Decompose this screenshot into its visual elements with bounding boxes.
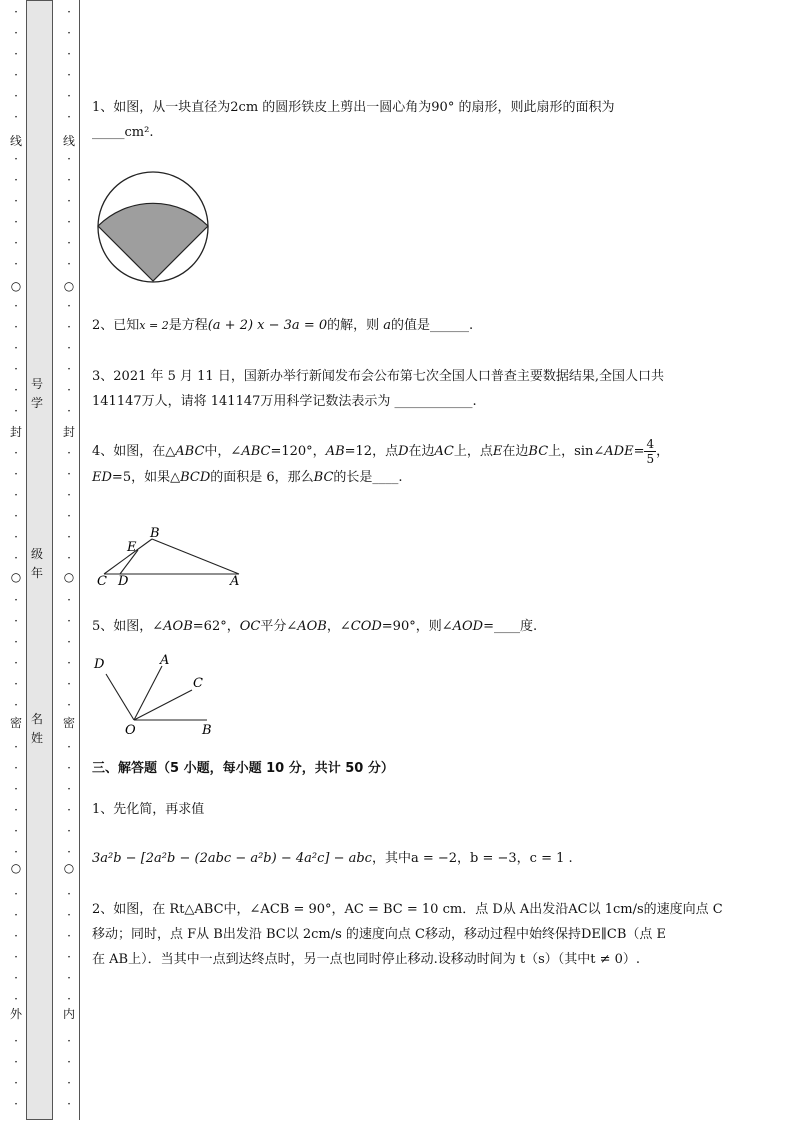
binding-dot: · (14, 971, 18, 985)
binding-dot: · (67, 782, 71, 796)
question-1-text: 1、如图，从一块直径为2cm 的圆形铁皮上剪出一圆心角为90° 的扇形，则此扇形的面积为 (92, 100, 615, 115)
label-o: O (125, 723, 136, 738)
q5-t1: 5、如图，∠ (92, 619, 164, 634)
inner-mark-xian: 线 (62, 134, 75, 148)
unit-text: cm². (124, 125, 154, 140)
binding-dot: · (67, 1055, 71, 1069)
q4-line-2 (92, 463, 752, 493)
binding-dot: · (67, 1034, 71, 1048)
q2-mid: 是方程 (168, 318, 208, 333)
binding-dot: · (14, 488, 18, 502)
q5-v1: AOB (163, 619, 193, 634)
q5-v2: OC (239, 619, 261, 634)
binding-dot: · (67, 950, 71, 964)
q5-v3: AOB (297, 619, 327, 634)
question-4 (92, 437, 752, 493)
binding-dot: · (14, 26, 18, 40)
binding-dot: · (14, 236, 18, 250)
label-a: A (160, 653, 170, 668)
binding-dot: · (67, 320, 71, 334)
binding-dot: · (67, 194, 71, 208)
binding-dot: · (67, 173, 71, 187)
binding-dot: · (14, 110, 18, 124)
binding-dot: · (14, 215, 18, 229)
problem-2 (92, 897, 752, 972)
inner-mark-mi: 密 (62, 716, 75, 730)
inner-mark-circle-1: ○ (63, 279, 75, 293)
binding-dot: · (67, 152, 71, 166)
q4-v3: AB (325, 444, 345, 459)
binding-dot: · (14, 173, 18, 187)
binding-dot: · (14, 698, 18, 712)
inner-mark-nei: 内 (62, 1007, 75, 1021)
q4-t3: =120°， (270, 444, 326, 459)
binding-dot: · (14, 761, 18, 775)
outer-mark-feng: 封 (9, 425, 22, 439)
q4-t11: =5，如果△ (111, 470, 181, 485)
binding-dot: · (14, 1076, 18, 1090)
problem-2-line-2: 移动；同时，点 F从 B出发沿 BC以 2cm/s 的速度向点 C移动，移动过程中始终保持DE∥CB（点 E (92, 927, 667, 942)
circle-sector-figure (96, 170, 210, 284)
binding-dot: · (14, 320, 18, 334)
binding-dot: · (14, 152, 18, 166)
problem-1-expression-line (92, 846, 752, 871)
section-3-title: 三、解答题（5 小题，每小题 10 分，共计 50 分） (92, 761, 394, 776)
binding-dot: · (67, 551, 71, 565)
binding-dot: · (67, 404, 71, 418)
binding-dot: · (67, 908, 71, 922)
question-1-answer-line (92, 120, 752, 145)
binding-dot: · (67, 887, 71, 901)
q4-t12: 的面积是 6，那么 (210, 470, 314, 485)
binding-dot: · (67, 467, 71, 481)
binding-dot: · (14, 782, 18, 796)
binding-dot: · (14, 614, 18, 628)
binding-dot: · (67, 5, 71, 19)
binding-dot: · (67, 635, 71, 649)
q5-t5: =90°，则∠ (381, 619, 453, 634)
binding-dot: · (67, 677, 71, 691)
outer-mark-circle-3: ○ (10, 861, 22, 875)
problem-1-title: 1、先化简，再求值 (92, 802, 205, 817)
binding-dot: · (14, 5, 18, 19)
student-id-label: 号学 (30, 377, 43, 410)
q2-variable: a (383, 318, 392, 333)
binding-dot: · (14, 950, 18, 964)
label-b: B (150, 526, 160, 541)
binding-dot: · (67, 992, 71, 1006)
binding-dot: · (14, 1034, 18, 1048)
q4-v5: AC (434, 444, 454, 459)
q2-prefix: 2、已知 (92, 318, 140, 333)
binding-dot: · (67, 68, 71, 82)
triangle-figure (94, 524, 244, 588)
binding-dot: · (67, 530, 71, 544)
binding-dot: · (14, 47, 18, 61)
binding-dot: · (67, 215, 71, 229)
binding-dot: · (67, 593, 71, 607)
q5-t4: ，∠ (326, 619, 351, 634)
q5-v5: AOD (452, 619, 484, 634)
binding-dot: · (67, 1076, 71, 1090)
binding-dot: · (67, 614, 71, 628)
q4-t4: =12，点 (344, 444, 399, 459)
label-d: D (94, 657, 105, 672)
binding-dot: · (67, 362, 71, 376)
problem-2-line-1: 2、如图，在 Rt△ABC中，∠ACB = 90°，AC = BC = 10 cm．点 D从 A出发沿AC以 1cm/s的速度向点 C (92, 902, 723, 917)
outer-dotted-line (9, 0, 23, 1123)
label-c: C (97, 574, 107, 588)
outer-mark-circle-1: ○ (10, 279, 22, 293)
problem-1-condition: ，其中a = −2，b = −3，c = 1 . (371, 851, 573, 866)
label-e: E (127, 540, 137, 555)
binding-dot: · (67, 929, 71, 943)
binding-dot: · (67, 740, 71, 754)
binding-dot: · (67, 761, 71, 775)
q4-t8: 上，sin∠ (548, 444, 605, 459)
binding-dot: · (14, 593, 18, 607)
binding-dot: · (67, 236, 71, 250)
binding-dot: · (67, 383, 71, 397)
binding-dot: · (14, 803, 18, 817)
binding-dot: · (14, 446, 18, 460)
fraction-denominator: 5 (646, 452, 655, 466)
binding-dot: · (67, 845, 71, 859)
binding-dot: · (14, 929, 18, 943)
binding-dot: · (67, 89, 71, 103)
q4-v6: E (492, 444, 503, 459)
q4-t2: 中，∠ (204, 444, 242, 459)
q2-equation: (a + 2) x − 3a = 0 (207, 318, 328, 333)
q2-tail: 的值是______. (391, 318, 474, 333)
q5-t3: 平分∠ (260, 619, 298, 634)
outer-mark-wai: 外 (9, 1007, 22, 1021)
q2-suffix: 的解，则 (327, 318, 380, 333)
q4-v7: BC (528, 444, 549, 459)
binding-dot: · (67, 803, 71, 817)
binding-dot: · (14, 383, 18, 397)
q4-v4: D (398, 444, 409, 459)
binding-dot: · (14, 824, 18, 838)
q4-t1: 4、如图，在△ (92, 444, 176, 459)
binding-dot: · (14, 362, 18, 376)
binding-dot: · (14, 1097, 18, 1111)
inner-mark-feng: 封 (62, 425, 75, 439)
q4-t9: = (633, 444, 645, 459)
answer-blank: _____ (92, 125, 125, 140)
binding-dot: · (14, 467, 18, 481)
binding-dot: · (14, 89, 18, 103)
label-c: C (193, 676, 203, 691)
binding-dot: · (14, 299, 18, 313)
binding-dot: · (14, 887, 18, 901)
binding-dot: · (14, 992, 18, 1006)
q4-t6: 上，点 (453, 444, 493, 459)
problem-2-line-3: 在 AB上）．当其中一点到达终点时，另一点也同时停止移动.设移动时间为 t（s）（其中t ≠ 0）. (92, 952, 641, 967)
binding-dot: · (67, 971, 71, 985)
outer-mark-circle-2: ○ (10, 570, 22, 584)
binding-dot: · (67, 824, 71, 838)
q4-v2: ABC (241, 444, 271, 459)
question-5 (92, 614, 752, 639)
binding-dot: · (67, 509, 71, 523)
binding-dot: · (14, 635, 18, 649)
q5-v4: COD (350, 619, 382, 634)
label-d: D (118, 574, 129, 588)
binding-dot: · (67, 26, 71, 40)
binding-dot: · (67, 1097, 71, 1111)
binding-dot: · (67, 656, 71, 670)
q4-v1: ABC (175, 444, 205, 459)
outer-mark-xian: 线 (9, 134, 22, 148)
q3-line-2: 141147万人，请将 141147万用科学记数法表示为 ____________. (92, 394, 477, 409)
binding-dot: · (14, 845, 18, 859)
binding-dot: · (67, 488, 71, 502)
binding-dot: · (67, 698, 71, 712)
label-b: B (202, 723, 212, 738)
binding-dot: · (14, 551, 18, 565)
question-1 (92, 95, 752, 145)
name-label: 名姓 (30, 712, 43, 745)
q4-t5: 在边 (408, 444, 435, 459)
inner-mark-circle-3: ○ (63, 861, 75, 875)
binding-dot: · (14, 509, 18, 523)
binding-dot: · (67, 110, 71, 124)
binding-dot: · (14, 656, 18, 670)
q4-v11: BC (313, 470, 334, 485)
problem-1-expression: 3a²b − [2a²b − (2abc − a²b) − 4a²c] − abc (92, 851, 372, 866)
inner-dotted-line (62, 0, 76, 1123)
binding-dot: · (67, 299, 71, 313)
binding-dot: · (14, 740, 18, 754)
binding-dot: · (14, 194, 18, 208)
binding-dot: · (14, 257, 18, 271)
binding-dot: · (14, 530, 18, 544)
q2-condition: x = 2 (139, 319, 169, 332)
angle-figure (92, 652, 222, 742)
binding-dot: · (14, 677, 18, 691)
q3-line-1: 3、2021 年 5 月 11 日，国新办举行新闻发布会公布第七次全国人口普查主要数据结果,全国人口共 (92, 369, 664, 384)
binding-dot: · (67, 257, 71, 271)
binding-dot: · (67, 47, 71, 61)
fraction (644, 437, 656, 466)
binding-dot: · (14, 404, 18, 418)
binding-dot: · (14, 68, 18, 82)
grade-label: 级年 (30, 547, 43, 580)
binding-dot: · (14, 341, 18, 355)
fraction-numerator: 4 (646, 437, 655, 451)
q4-t7: 在边 (502, 444, 529, 459)
binding-dot: · (14, 1055, 18, 1069)
sector-shape (98, 203, 208, 281)
binding-dot: · (67, 446, 71, 460)
label-a: A (230, 574, 240, 588)
question-3 (92, 364, 752, 414)
binding-strip (0, 0, 82, 1123)
binding-dot: · (14, 908, 18, 922)
q4-v8: ADE (604, 444, 634, 459)
q4-v10: BCD (180, 470, 211, 485)
inner-mark-circle-2: ○ (63, 570, 75, 584)
q4-v9: ED (92, 470, 112, 485)
q4-t10: ， (656, 444, 670, 459)
outer-mark-mi: 密 (9, 716, 22, 730)
binding-dot: · (67, 341, 71, 355)
q4-t13: 的长是____. (333, 470, 403, 485)
question-2 (92, 313, 752, 338)
q5-t2: =62°， (192, 619, 240, 634)
q5-t6: =____度. (483, 619, 538, 634)
